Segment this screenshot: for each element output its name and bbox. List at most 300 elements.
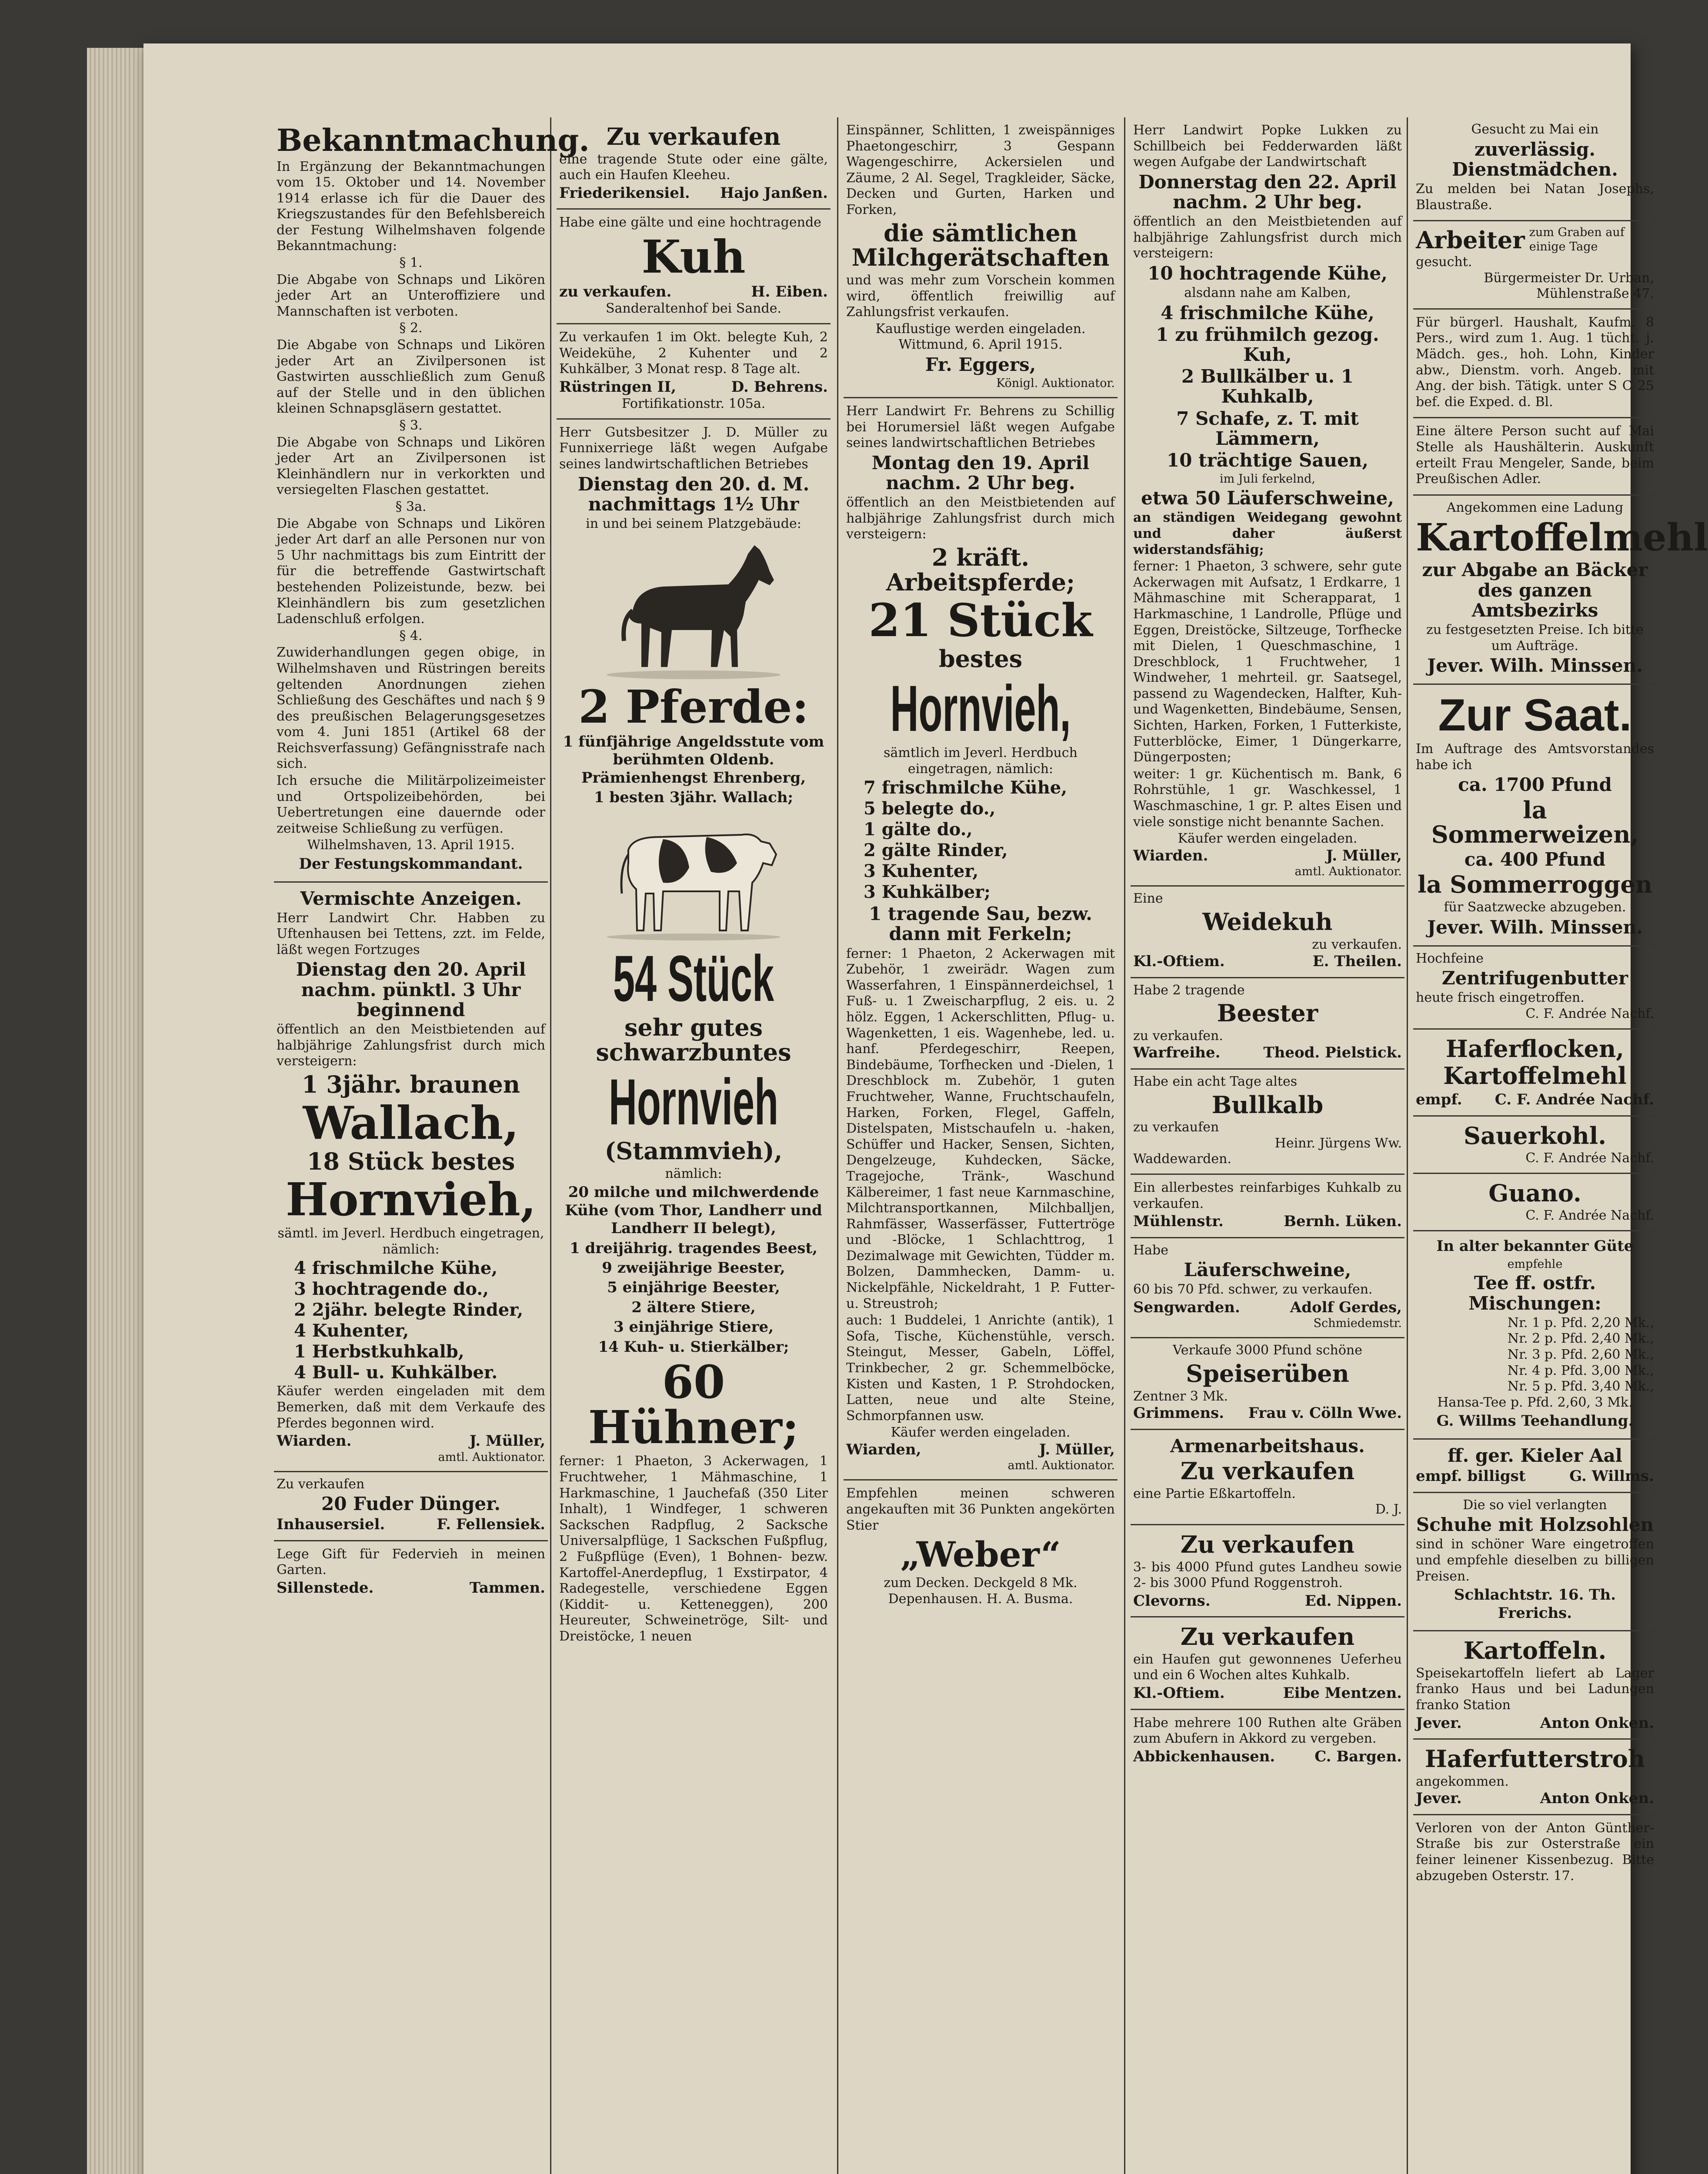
list-item: 14 Kuh- u. Stierkälber; [598,1338,789,1356]
signature-name: Adolf Gerdes, [1290,1299,1402,1316]
ad-text: 60 bis 70 Pfd. schwer, zu verkaufen. [1133,1282,1373,1297]
ad-text: Käufer werden eingeladen. [891,1425,1071,1440]
ad-title: Armenarbeitshaus. [1170,1435,1365,1457]
ad-text: sämtl. im Jeverl. Herdbuch eingetragen, nämlich: [277,1226,544,1257]
section-number: § 4. [399,628,423,644]
list-item: 1 Herbstkuhkalb, [294,1341,464,1362]
ad-gift [274,1541,548,1604]
signature-place: Sillenstede. [277,1579,374,1597]
ad-text: sind in schöner Ware eingetroffen und empfehle dieselben zu billigen Preisen. [1416,1537,1654,1584]
list-item: 4 frischmilche Kühe, [294,1258,498,1279]
ad-signature [1416,1790,1654,1807]
ad-weidekuh [1131,887,1404,978]
list-item: 1 zu frühmilch gezog. Kuh, [1156,323,1379,366]
ad-headline: 1 tragende Sau, bezw. dann mit Ferkeln; [869,903,1092,945]
ad-butter [1413,947,1657,1030]
ad-haferfutterstroh [1413,1740,1657,1815]
column-2 [557,117,831,2174]
price-row: Hansa-Tee p. Pfd. 2,60, 3 Mk. [1437,1394,1633,1410]
list-item: 5 belegte do., [864,798,996,819]
signature-name: Bernh. Lüken. [1284,1213,1402,1230]
column-rule [1407,117,1408,2174]
list-item: 3 Kuhenter, [864,861,979,882]
signature-name: Frau v. Cölln Wwe. [1248,1404,1402,1422]
ad-signature [559,378,828,396]
list-item: la Sommerweizen, [1431,796,1639,849]
list-item: 4 frischmilche Kühe, [1161,302,1374,323]
ad-signature: Jever. Wilh. Minssen. [1427,916,1643,938]
ad-text: Zu verkaufen 1 im Okt. belegte Kuh, 2 Weidekühe, 2 Kuhenter und 2 Kuhkälber, 3 Monat resp. 8 Tage alt. [559,330,828,377]
ad-signature: C. F. Andrée Nachf. [1525,1208,1654,1224]
list-item: 1 besten 3jähr. Wallach; [594,789,794,806]
ad-graeben [1131,1710,1404,1772]
ad-headline: zuverlässig. Dienstmädchen. [1452,138,1618,180]
ad-headline: die sämtlichen Milchgerätschaften [851,219,1110,272]
ad-text: zu verkaufen. [1312,937,1402,952]
ad-signature [559,184,828,202]
signature-place: Sengwarden. [1133,1299,1240,1316]
list-item: etwa 50 Läuferschweine, [1141,487,1394,509]
column-1 [274,117,590,2174]
ad-text: nämlich: [665,1166,722,1181]
list-item: 2 gälte Rinder, [864,840,1008,861]
ad-text: In alter bekannter Güte [1436,1237,1634,1255]
ad-sauerkohl [1413,1117,1657,1174]
ad-signature: Schlachtstr. 16. Th. Frerichs. [1454,1586,1616,1622]
column-4 [1131,117,1404,2174]
signature-role: amtl. Auktionator. [1294,865,1402,879]
ad-landheu [1131,1525,1404,1617]
signature-place: Warfreihe. [1133,1044,1221,1062]
cow-illustration [598,811,789,941]
list-item: 10 hochtragende Kühe, [1148,262,1388,284]
ad-headline: „Weber“ [900,1534,1061,1575]
price-row: Nr. 3 p. Pfd. 2,60 Mk., [1507,1347,1654,1363]
ad-guano [1413,1174,1657,1231]
ad-text: Herr Landwirt Popke Lukken zu Schillbeich bei Fedderwarden läßt wegen Aufgabe der Landwirtschaft [1133,123,1402,170]
ad-text: Käufer werden eingeladen mit dem Bemerken, daß mit dem Verkaufe des Pferdes begonnen wird. [277,1384,545,1431]
ad-headline: Läuferschweine, [1184,1259,1351,1281]
auction-date: Montag den 19. April nachm. 2 Uhr beg. [871,452,1090,493]
ad-text: empf. [1416,1091,1462,1109]
signature-place: Wiarden. [1133,847,1208,864]
ad-text: Zu melden bei Natan Josephs, Blaustraße. [1416,181,1654,213]
ad-eggers-auction [844,117,1118,398]
signature-place: Mühlenstr. [1133,1213,1224,1230]
ad-text: in und bei seinem Platzgebäude: [586,516,801,531]
price-row: Nr. 5 p. Pfd. 3,40 Mk., [1507,1379,1654,1394]
ad-text: sämtlich im Jeverl. Herdbuch eingetragen, nämlich: [884,745,1078,777]
ad-text: Ein allerbestes reinfarbiges Kuhkalb zu verkaufen. [1133,1180,1402,1211]
ad-headline: ff. ger. Kieler Aal [1448,1444,1622,1466]
ad-text: öffentlich an den Meistbietenden auf halbjährige Zahlungsfrist durch mich versteigern: [277,1022,545,1069]
ad-text: ferner: 1 Phaeton, 3 schwere, sehr gute Ackerwagen mit Aufsatz, 1 Erdkarre, 1 Mähmaschine mit Scherapparat, 1 Harkmaschine, 1 Landrolle, Pflüge und Eggen, Dreistöcke, Siltzeuge, Torfhecke mit Dielen, 1 Queschmaschine, 1 Dreschblock, 1 Fruchtweher, 1 Windweher, 1 mehrteil. gr. Saatsegel, passend zu Wagendecken, Halfter, Kuh- und Wagenketten, Bindebäume, Sensen, Sichten, Harken, Forken, 1 Futterkiste, Futterblöcke, Eimer, 1 Düngerkarre, Düngerposten; [1133,559,1402,765]
ad-text: für Saatzwecke abzugeben. [1444,899,1626,915]
ad-text: In Ergänzung der Bekanntmachungen vom 15. Oktober und 14. November 1914 erlasse ich für die Dauer des Kriegszustandes für den Befehlsbereich der Festung Wilhelmshaven folgende Bekanntmachung: [277,159,545,254]
ad-signature: Depenhausen. H. A. Busma. [888,1591,1073,1607]
ad-signature [1133,1592,1402,1610]
ad-signature [277,1432,545,1450]
ad-text: Ich ersuche die Militärpolizeimeister und Ortspolizeibehörden, bei Uebertretungen eine dauernde oder zeitweise Schließung zu verfügen. [277,773,545,836]
ad-laeuferschweine [1131,1238,1404,1339]
auction-date: Dienstag den 20. d. M. nachmittags 1½ Uhr [577,473,810,515]
ad-headline: 20 Fuder Dünger. [321,1493,500,1515]
ad-text: zu verkaufen [1133,1120,1219,1135]
signature-name: Anton Onken. [1540,1714,1654,1732]
price-row: Nr. 1 p. Pfd. 2,20 Mk., [1507,1315,1654,1330]
ad-title: Zu verkaufen [606,123,781,150]
signature-role: Königl. Auktionator. [996,377,1115,390]
ad-text: angekommen. [1416,1774,1509,1789]
signature-name: F. Fellensiek. [437,1516,545,1534]
ad-signature: C. F. Andrée Nachf. [1525,1150,1654,1166]
ad-signature [1133,1748,1402,1766]
ad-headline: zur Abgabe an Bäcker des ganzen Amtsbezirks [1422,559,1648,621]
list-item: 2 2jähr. belegte Rinder, [294,1300,524,1320]
ad-headline: 18 Stück bestes [307,1147,515,1175]
signature-name: E. Theilen. [1312,953,1402,970]
ad-text: Zentner 3 Mk. [1133,1388,1228,1404]
ad-zur-saat [1413,685,1657,946]
ad-text: Habe eine gälte und eine hochtragende [559,215,821,230]
ad-text: Zuwiderhandlungen gegen obige, in Wilhelmshaven und Rüstringen bereits geltenden Anordnungen ziehen Schließung des Geschäftes und nach § 9 des preußischen Belagerungsgesetzes vom 4. Juni 1851 (Artikel 68 der Reichsverfassung) Gefängnisstrafe nach sich. [277,645,545,772]
ad-headline: Zu verkaufen [1180,1457,1355,1485]
signature-place: Wiarden. [277,1432,352,1450]
ad-text: öffentlich an den Meistbietenden auf halbjährige Zahlungsfrist durch mich versteigern: [846,495,1115,542]
ad-dienstmaedchen [1413,117,1657,221]
ad-behrens-auction [844,398,1118,1480]
ad-lukken-auction [1131,117,1404,887]
ad-signature [1133,847,1402,865]
ad-headline: 2 Pferde: [578,680,809,734]
ad-text: Habe ein acht Tage altes [1133,1074,1298,1089]
signature-name: Eibe Mentzen. [1283,1684,1402,1702]
list-item: 1 fünfjährige Angeldsstute vom berühmten Oldenb. Prämienhengst Ehrenberg, [563,733,824,787]
ad-text: Einspänner, Schlitten, 1 zweispänniges Phaetongeschirr, 3 Gespann Wagengeschirre, Ackersielen und Zäume, 2 Al. Segel, Tragkleider, Säcke, Decken und Gurten, Harken und Forken, [846,123,1115,217]
ad-text: Speisekartoffeln liefert ab Lager franko Haus und bei Ladungen franko Station [1416,1665,1654,1713]
ad-tee [1413,1231,1657,1440]
column-rule [837,117,838,2174]
ad-headline: Hornvieh [608,1065,779,1138]
signature-name: Ed. Nippen. [1304,1592,1402,1610]
ad-arbeiter [1413,221,1657,310]
ad-headline: Haferfutterstroh [1424,1744,1645,1773]
ad-headline: Tee ff. ostfr. Mischungen: [1468,1272,1601,1314]
price-row: Nr. 4 p. Pfd. 3,00 Mk., [1507,1363,1654,1378]
list-item: 4 Bull- u. Kuhkälber. [294,1362,498,1383]
ad-headline: Kartoffelmehl [1443,1062,1627,1090]
ad-headline: 21 Stück [868,594,1093,647]
signature-address: Fortifikationstr. 105a. [621,396,766,412]
ad-headline: 54 Stück [613,942,774,1015]
list-item: ca. 1700 Pfund [1458,774,1612,796]
ad-headline: Schuhe mit Holzsohlen [1416,1514,1654,1536]
list-item: 7 Schafe, z. T. mit Lämmern, [1176,407,1359,449]
ad-headline: Zentrifugenbutter [1441,967,1628,989]
signature-place: Jever. [1416,1714,1462,1732]
signature-name: C. F. Andrée Nachf. [1494,1091,1654,1109]
ad-ueferheu [1131,1617,1404,1710]
ad-headline: Kartoffelmehl [1416,516,1708,560]
ad-headline: Haferflocken, [1445,1034,1625,1063]
ad-text: Die Abgabe von Schnaps und Likören jeder Art an Zivilpersonen ist Kleinhändlern nur in verkorkten und versiegelten Flaschen gestattet. [277,434,545,498]
ad-headline: Zu verkaufen [1180,1623,1355,1651]
ad-headline: Weidekuh [1202,907,1333,936]
list-item: 1 gälte do., [864,819,973,840]
ad-headline: (Stammvieh), [604,1137,783,1165]
signature-place: Jever. [1416,1790,1462,1807]
signature-name: Theod. Pielstick. [1263,1044,1402,1062]
ad-text: 3- bis 4000 Pfund gutes Landheu sowie 2- bis 3000 Pfund Roggenstroh. [1133,1559,1402,1591]
price-row: Nr. 2 p. Pfd. 2,40 Mk., [1507,1331,1654,1347]
ad-headline: Sauerkohl. [1463,1121,1607,1150]
ad-signature [1133,1044,1402,1062]
ad-header-row [1416,226,1654,254]
ad-text: zu verkaufen. [1133,1028,1223,1044]
ad-headline: bestes [938,645,1023,673]
ad-haferflocken [1413,1030,1657,1117]
newspaper-page [143,43,1708,2174]
list-item: 7 frischmilche Kühe, [864,777,1068,798]
ad-signature [846,1441,1115,1459]
column-5 [1413,117,1708,2174]
ad-text: Herr Landwirt Chr. Habben zu Uftenhausen bei Tettens, zzt. im Felde, läßt wegen Fortzuges [277,910,545,957]
ad-kartoffeln [1413,1631,1657,1740]
list-item: 20 milche und milchwerdende Kühe (vom Thor, Landherr und Landherr II belegt), [565,1184,822,1237]
signature-name: Hajo Janßen. [720,184,828,202]
ad-headline: 2 kräft. Arbeitspferde; [886,543,1075,596]
ad-signature: G. Willms Teehandlung. [1436,1412,1634,1430]
ad-text: und was mehr zum Vorschein kommen wird, öffentlich freiwillig auf Zahlungsfrist verkaufen. [846,272,1115,320]
ad-text: alsdann nahe am Kalben, [1184,285,1351,301]
signature-name: H. Eiben. [751,283,828,300]
ad-text: zu verkaufen. [559,283,672,300]
auction-date: Donnerstag den 22. April nachm. 2 Uhr beg. [1138,171,1397,213]
ad-verloren [1413,1815,1657,1891]
signature-role: Schmiedemstr. [1313,1317,1402,1330]
signature-name: G. Willms. [1569,1467,1654,1485]
section-title: Vermischte Anzeigen. [300,887,522,909]
list-item: 9 zweijährige Beester, [602,1259,785,1277]
signature-place: Kl.-Oftiem. [1133,1684,1225,1702]
ad-kuhkalb [1131,1175,1404,1238]
ad-text: eine Partie Eßkartoffeln. [1133,1486,1296,1501]
list-item: 2 ältere Stiere, [631,1298,756,1316]
ad-text: Die Abgabe von Schnaps und Likören jeder Art an Unteroffiziere und Mannschaften ist verboten. [277,272,545,319]
signature-place: Inhausersiel. [277,1516,385,1534]
ad-headline: 1 3jähr. braunen [301,1070,520,1098]
ad-text: Herr Landwirt Fr. Behrens zu Schillig bei Horumersiel läßt wegen Aufgabe seines landwirtschaftlichen Betriebes [846,403,1115,451]
ad-behrens-kuh [557,324,831,420]
signature-place: Wiarden, [846,1441,921,1458]
list-item: 3 hochtragende do., [294,1279,489,1300]
signature-place: Grimmens. [1133,1404,1224,1422]
auction-date: Dienstag den 20. April nachm. pünktl. 3 Uhr beginnend [296,959,526,1020]
ad-text: zum Decken. Deckgeld 8 Mk. [884,1575,1078,1591]
ad-text: zum Graben auf einige Tage [1529,226,1625,254]
ad-headline: Hornvieh, [286,1173,536,1227]
ad-text: Verloren von der Anton Günther-Straße bis zur Osterstraße ein feiner leinener Kissenbezug. Bitte abzugeben Osterstr. 17. [1416,1820,1654,1884]
ad-headline: Guano. [1488,1179,1581,1207]
ad-headline: Kuh [641,230,746,283]
ad-signature [1416,1091,1654,1109]
ad-text: Die Abgabe von Schnaps und Likören jeder Art an Zivilpersonen ist Gastwirten ausschließlich zum Genuß auf der Stelle und in den üblichen kleinen Schnapsgläsern gestattet. [277,337,545,417]
ad-text: auch: 1 Buddelei, 1 Anrichte (antik), 1 Sofa, Tische, Küchenstühle, versch. Steingut, Messer, Gabeln, Löffel, Trinkbecher, 2 gr. Schemmelböcke, Kisten und Kasten, 1 P. Strohdocken, Latten, neue und alte Steine, Schmorpfannen usw. [846,1313,1115,1424]
list-item: 1 dreijährig. tragendes Beest, [570,1239,817,1257]
signature-name: C. Bargen. [1314,1747,1402,1765]
list-item: 3 einjährige Stiere, [613,1318,774,1336]
ad-text: Habe 2 tragende [1133,982,1245,998]
ad-headline: sehr gutes schwarzbuntes [596,1014,791,1067]
ad-bullkalb [1131,1070,1404,1175]
ad-text: ein Haufen gut gewonnenes Ueferheu und ein 6 Wochen altes Kuhkalb. [1133,1651,1402,1683]
ad-speiseruben [1131,1338,1404,1430]
ad-text: ferner: 1 Phaeton, 3 Ackerwagen, 1 Fruchtweher, 1 Mähmaschine, 1 Harkmaschine, 1 Jauchefaß (350 Liter Inhalt), 1 Windfeger, 1 schweren Sackschen Radpflug, 2 Sacksche Universalpflüge, 1 Sackschen Fußpflug, 2 Fußpflüge (Even), 1 Bohnen- bezw. Kartoffel-Anerdepflug, 1 Exstirpator, 4 Radegestelle, verschiedene Eggen (Kiddit- u. Ketteneggen), 200 Heureuter, Schweinetröge, Silt- und Dreistöcke, 1 neuen [559,1454,828,1644]
ad-text: Zu verkaufen [277,1476,365,1492]
signature-place: Kl.-Oftiem. [1133,953,1225,970]
ad-armenarbeitshaus [1131,1430,1404,1525]
signature-address: Mühlenstraße 47. [1536,286,1654,302]
ad-text: eine tragende Stute oder eine gälte, auch ein Haufen Kleeheu. [559,151,828,183]
signature-place: Abbickenhausen. [1133,1747,1275,1765]
ad-headline: Speiserüben [1186,1360,1349,1387]
ad-signature [1416,1467,1654,1485]
ad-signature: D. J. [1375,1502,1402,1517]
ad-headline: Kartoffeln. [1463,1637,1607,1665]
section-number: § 3. [399,418,423,433]
list-item: 2 Bullkälber u. 1 Kuhkalb, [1181,366,1354,407]
ad-headline: Hornvieh, [890,672,1071,745]
ad-text: an ständigen Weidegang gewohnt und daher äußerst widerstandsfähig; [1133,510,1402,557]
ad-signature [277,1516,545,1534]
ad-text: Eine ältere Person sucht auf Mai Stelle als Haushälterin. Auskunft erteilt Frau Mengeler, Sande, beim Preußischen Adler. [1416,423,1654,487]
signature-place: Clevorns. [1133,1592,1211,1610]
ad-headline: Bullkalb [1211,1090,1324,1119]
ad-signature [1416,1714,1654,1732]
ad-habben-auction [274,883,548,1472]
ad-headline: Zu verkaufen [1180,1530,1355,1558]
ad-text: Angekommen eine Ladung [1446,500,1624,515]
ad-stute [557,117,831,210]
ad-headline: Zur Saat. [1438,690,1632,741]
list-item: 10 trächtige Sauen, [1167,450,1368,471]
ad-signature [277,1579,545,1597]
signature-name: J. Müller, [1326,847,1402,864]
ad-signature [1133,1213,1402,1230]
signature-name: D. Behrens. [731,378,828,396]
ad-text: zu festgesetzten Preise. Ich bitte um Aufträge. [1426,622,1644,654]
ad-weber [844,1480,1118,1613]
ad-text: Die Abgabe von Schnaps und Likören jeder Art darf an alle Personen nur von 5 Uhr nachmittags bis zum Eintritt der für die betreffende Gastwirtschaft bestehenden Polizeistunde, bezw. bei Kleinhändlern bis zum gesetzlichen Ladenschluß erfolgen. [277,516,545,627]
ad-text: Im Auftrage des Amtsvorstandes habe ich [1416,741,1654,773]
ad-headline: Wallach, [303,1096,519,1150]
signature-name: Anton Onken. [1540,1790,1654,1807]
ad-signature [559,283,828,301]
ad-headline: Beester [1217,999,1318,1027]
signature-place: Sanderaltenhof bei Sande. [605,301,782,317]
ad-text: Käufer werden eingeladen. [1178,831,1358,847]
section-number: § 3a. [395,499,427,514]
ad-text: Für bürgerl. Haushalt, Kaufm. 8 Pers., wird zum 1. Aug. 1 tücht. j. Mädch. ges., hoh. Lohn, Kinder abw., Dienstm. vorh. Angeb. mit Ang. der bish. Tätigk. unter S C 25 bef. die Exped. d. Bl. [1416,314,1654,410]
ad-beester [1131,978,1404,1070]
ad-text: gesucht. [1416,254,1472,270]
ad-text: empfehle [1507,1257,1563,1271]
ad-haushaelterin [1413,418,1657,495]
ad-text: Habe mehrere 100 Ruthen alte Gräben zum Abufern in Akkord zu vergeben. [1133,1715,1402,1747]
ad-text: Habe [1133,1242,1169,1258]
list-item: 3 Kuhkälber; [864,882,991,903]
horse-illustration [598,537,789,680]
signature-place: Friederikensiel. [559,184,690,202]
ad-signature [1133,1404,1402,1422]
signature-place: Waddewarden. [1133,1151,1231,1167]
ad-text: im Juli ferkelnd, [1220,472,1315,486]
signature-name: Heinr. Jürgens Ww. [1274,1135,1402,1151]
ad-text: Empfehlen meinen schweren angekauften mit 36 Punkten angekörten Stier [846,1486,1115,1533]
column-3 [844,117,1118,2174]
list-item: 4 Kuhenter, [294,1320,409,1341]
ad-kuh [557,210,831,324]
page-stack-edge [87,48,148,2174]
ad-signature: C. F. Andrée Nachf. [1525,1006,1654,1022]
ad-text: Hochfeine [1416,950,1484,966]
ad-aal [1413,1440,1657,1493]
ad-date: Wilhelmshaven, 13. April 1915. [307,837,515,853]
signature-name: Fr. Eggers, [925,353,1036,375]
ad-signature [1133,1299,1402,1317]
ad-title: Bekanntmachung. [277,122,590,158]
ad-kartoffelmehl [1413,496,1708,685]
ad-signature [1133,1684,1402,1702]
list-item: la Sommerroggen [1418,870,1652,899]
signature-name: J. Müller, [469,1432,545,1450]
ad-haushalt [1413,310,1657,419]
section-number: § 1. [399,255,423,271]
ad-holzsohlen [1413,1493,1657,1632]
section-number: § 2. [399,320,423,336]
ad-signature: Der Festungskommandant. [299,855,523,873]
ad-date: Wittmund, 6. April 1915. [898,337,1063,353]
ad-text: Lege Gift für Federvieh in meinen Garten. [277,1546,545,1578]
ad-signature: Jever. Wilh. Minssen. [1427,655,1643,677]
signature-name: J. Müller, [1039,1441,1115,1458]
ad-text: Verkaufe 3000 Pfund schöne [1173,1343,1362,1358]
signature-place: Rüstringen II, [559,378,676,396]
signature-name: Bürgermeister Dr. Urban, [1484,270,1654,286]
ad-headline: Arbeiter [1416,226,1525,254]
ad-headline: 60 Hühner; [588,1355,799,1454]
list-item: 5 einjährige Beester, [607,1279,780,1297]
signature-role: amtl. Auktionator. [438,1450,545,1464]
ad-mueller-auction [557,420,831,1652]
ad-signature [1133,953,1402,970]
ad-text: heute frisch eingetroffen. [1416,990,1585,1006]
signature-role: amtl. Auktionator. [1007,1459,1115,1473]
ad-text: Die so viel verlangten [1463,1497,1607,1513]
signature-name: Tammen. [469,1579,545,1597]
ad-text: Kauflustige werden eingeladen. [875,321,1086,337]
ad-text: Eine [1133,891,1163,907]
ad-text: Herr Gutsbesitzer J. D. Müller zu Funnixerriege läßt wegen Aufgabe seines landwirtschaftlichen Betriebes [559,424,828,472]
ad-duenger [274,1472,548,1541]
ad-text: empf. billigst [1416,1467,1526,1485]
ad-text: Gesucht zu Mai ein [1471,122,1599,137]
ad-text: ferner: 1 Phaeton, 2 Ackerwagen mit Zubehör, 1 zweirädr. Wagen zum Wasserfahren, 1 Einspännerdeichsel, 1 Fuß- u. 1 Zweischarpflug, 2 eis. u. 2 hölz. Eggen, 1 Ackerschlitten, Pflug- u. Wagenketten, 1 eis. Wagenhebe, led. u. hanf. Pferdegeschirr, Reepen, Bindebäume, Torfhecken und -Dielen, 1 Dreschblock m. Zubehör, 1 guten Fruchtweher, Wanne, Fruchtschaufeln, Harken, Forken, Flegel, Gaffeln, Distelspaten, Mistschaufeln u. -haken, Schüffer und Hacker, Sensen, Sichten, Dengelzeuge, Kuhdecken, Säcke, Tragejoche, Tränk-, Waschund Kälbereimer, 1 fast neue Karnmaschine, Milchtransportkannen, Milchballjen, Rahmfässer, Wasserfässer, Futtertröge und -Blöcke, 1 Schlachttrog, 1 Dezimalwage mit Gewichten, Tüdder m. Bolzen, Dammhecken, Damm- u. Nickelpfähle, Nickeldraht, 1 P. Futter- u. Streustroh; [846,946,1115,1311]
ad-text: weiter: 1 gr. Küchentisch m. Bank, 6 Rohrstühle, 1 gr. Waschkessel, 1 Waschmaschine, 1 gr. P. altes Eisen und viele sonstige nicht benannte Sachen. [1133,766,1402,830]
column-rule [1124,117,1125,2174]
ad-bekanntmachung [274,117,590,883]
list-item: ca. 400 Pfund [1464,849,1606,870]
